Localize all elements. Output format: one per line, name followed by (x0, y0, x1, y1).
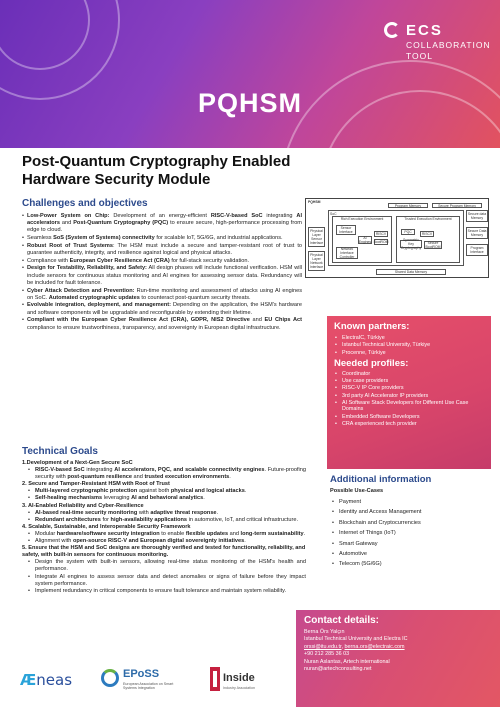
partners-ul (334, 335, 484, 356)
text-segment: Design the system with built-in sensors, allowing real-time status monitoring of the HSM's health and performance. (35, 559, 306, 573)
text-segment: post-quantum resilience (67, 474, 132, 481)
additional-heading: Additional information (330, 474, 432, 485)
goal-group-title: 1.Development of a Next-Gen Secure SoC (22, 460, 133, 466)
text-segment: Evolvable integration, deployment, and management: (27, 302, 171, 309)
text-segment: and (131, 474, 145, 481)
network-interface-layer-box: Physical Layer Network Interface (309, 253, 324, 269)
text-segment: Compliance with (27, 257, 70, 264)
goal-item (22, 495, 306, 502)
profile-item: • CRA experienced tech provider (334, 421, 484, 427)
use-case-item: • Telecom (5G/6G) (330, 559, 490, 569)
text-segment: RISC-V-based SoC (210, 213, 263, 219)
text-segment: AI-based real-time security monitoring (35, 509, 138, 516)
trusted-env-box: Trusted Execution Environment (396, 216, 460, 263)
goal-group-title: 5. Ensure that the HSM and SoC designs are thoroughly verified and tested for functionality, reliability, and safety, with built-in sensors for continuous monitoring. (22, 545, 306, 559)
aeneas-logo-text: neas (36, 671, 73, 689)
logo-line-2: COLLABORATION (406, 40, 491, 50)
challenge-item (22, 288, 302, 302)
contact-heading: Contact details: (304, 615, 380, 626)
text-segment: Redundant architectures (35, 516, 101, 523)
profile-item: • Coordinator (334, 371, 484, 377)
challenge-item (22, 302, 302, 316)
text-segment: Depending on the application, the HSM's hardware and software components will be upgradable and reconfigurable by extending their lifetime. (27, 302, 302, 316)
main-title: Post-Quantum Cryptography Enabled Hardware Security Module (22, 153, 291, 188)
text-segment: Modular (35, 530, 57, 537)
program-interface-box: Program Interface (466, 244, 488, 256)
text-segment: Design for Testability, Reliability, and Safety: (27, 265, 147, 272)
text-segment: . (203, 495, 205, 502)
challenges-list (22, 213, 302, 332)
text-segment: Implement redundancy in critical components to ensure fault tolerance and maintain system reliability. (35, 587, 287, 594)
goal-group-list (22, 559, 306, 594)
challenge-item (22, 235, 302, 242)
text-segment: . (244, 538, 246, 545)
text-segment: Alignment with (35, 538, 73, 545)
text-segment: AI and behavioral analytics (131, 495, 204, 502)
use-case-item: • Internet of Things (IoT) (330, 528, 490, 538)
text-segment: leveraging (102, 495, 132, 502)
challenges-heading: Challenges and objectives (22, 198, 148, 209)
contact-name-2: Nuran Aslantas, Artech international (304, 658, 390, 665)
rich-env-box: Rich Execution Environment (332, 216, 392, 263)
bootrom-box: BootROM (373, 240, 389, 244)
text-segment: for scalable IoT, 5G/6G, and industrial applications. (154, 235, 283, 242)
text-segment: : The HSM must include a secure and tamper-resistant root of trust to guarantee authenticity, integrity, and resilience against logical and physical attacks. (27, 242, 303, 257)
text-segment: to ensure secure, high-performance processing from edge to cloud. (27, 220, 302, 234)
sym-crypto-box: Symmetric Key Cryptography (400, 238, 422, 250)
architecture-diagram (305, 198, 489, 278)
profile-item: • AI Software Stack Developers for Different Use Case Domains (334, 400, 484, 413)
ecs-logo-icon (384, 22, 400, 38)
hero-banner (0, 0, 500, 148)
partner-item: • Procenne, Türkiye (334, 350, 484, 356)
contact-org-1: Istanbul Technical University and Electra IC (304, 636, 408, 643)
hero-title: PQHSM (197, 88, 302, 118)
use-case-item: • Smart Gateway (330, 539, 490, 549)
text-segment: and (59, 220, 74, 227)
logo-line-3: TOOL (406, 51, 433, 61)
profiles-ul (334, 371, 484, 427)
inside-name: Inside (223, 672, 255, 684)
pqc-box: PQC (401, 229, 415, 235)
goal-item (22, 517, 306, 524)
use-cases-subheading: Possible Use-Cases (330, 488, 384, 494)
goal-group-list (22, 467, 306, 481)
goal-item (22, 588, 306, 595)
text-segment: and (228, 530, 241, 537)
text-segment: hardware/software security integration (56, 530, 160, 537)
logo-line-1: ECS (406, 22, 443, 39)
text-segment: high-availability applications (110, 516, 188, 523)
goal-item (22, 510, 306, 517)
text-segment: against both (137, 488, 171, 495)
profile-item: • RISC-V IP Core providers (334, 385, 484, 391)
contact-name-1: Berna Örs Yalçın (304, 629, 345, 635)
partners-panel (327, 316, 491, 469)
eposs-icon (101, 669, 119, 687)
profiles-heading: Needed profiles: (334, 357, 409, 369)
text-segment: long-term sustainability (240, 530, 304, 537)
use-case-item: • Payment (330, 497, 490, 507)
footer-logos (0, 660, 296, 707)
text-segment: Automated cryptographic updates (48, 294, 140, 301)
goal-group-list (22, 531, 306, 545)
eposs-subtitle: European Association on Smart Systems Integration (123, 682, 174, 690)
goal-item (22, 467, 306, 481)
text-segment: Post-Quantum Cryptography (PQC) (73, 220, 169, 227)
text-segment: European Cyber Resilience Act (CRA) (69, 257, 170, 264)
text-segment: to enable (159, 530, 186, 537)
ecs-logo (384, 22, 491, 72)
network-controller-box: Network Interface Controller (336, 247, 358, 259)
riscv-box: RISCV (375, 232, 387, 236)
goal-item (22, 531, 306, 538)
text-segment: SoS (System of Systems) connectivity (53, 235, 155, 242)
challenge-item (22, 243, 302, 257)
text-segment: compliance to ensure trustworthiness, transparency, and sovereignty in European digital infrastructure. (27, 324, 281, 331)
goal-item (22, 488, 306, 495)
text-segment: . Future-proofing security with (35, 467, 307, 481)
text-segment: RISC-V-based SoC (35, 467, 85, 474)
contact-phone-1: +90 212 285 36 03 (304, 651, 350, 658)
challenge-item (22, 213, 302, 235)
text-segment: Multi-layered cryptographic protection (35, 488, 138, 495)
text-segment: with (137, 509, 151, 516)
text-segment: integrating (262, 213, 297, 219)
text-segment: physical and logical attacks (170, 488, 245, 495)
text-segment: . (216, 509, 219, 516)
text-segment: flexible updates (185, 530, 229, 537)
text-segment: Integrate AI engines to assess sensor data and detect anomalies or signs of failure before they impact system performance. (35, 573, 306, 587)
challenge-item (22, 258, 302, 265)
partner-item: • Istanbul Technical University, Türkiye (334, 342, 484, 348)
text-segment: for full-stack security validation. (169, 257, 250, 264)
email-link-1[interactable]: orssi@itu.edu.tr (304, 643, 342, 650)
text-segment: . (229, 474, 231, 481)
text-segment: . (303, 530, 306, 537)
text-segment: Low-Power System on Chip: (27, 213, 110, 219)
aeneas-logo-mark: Æ (20, 671, 37, 689)
partners-heading: Known partners: (334, 321, 410, 332)
goal-item (22, 574, 306, 588)
text-segment: open-source RISC-V and European digital sovereignty initiatives (72, 538, 245, 545)
usecases-ul (330, 497, 490, 570)
text-segment: Cyber Attack Detection and Prevention: (27, 287, 135, 294)
additional-info (330, 474, 490, 570)
inside-subtitle: Industry Association (223, 686, 255, 690)
riscv-trusted-box: RISCV (421, 232, 433, 236)
text-segment: adaptive threat response (150, 509, 217, 516)
challenges-ul (22, 213, 302, 332)
secure-data-memory-2-box: Secure Data Memory (467, 229, 487, 237)
text-segment: Self-healing mechanisms (35, 495, 103, 502)
goal-item (22, 538, 306, 545)
email-separator: , (341, 643, 345, 650)
text-segment: AI accelerators (27, 213, 302, 227)
secure-bootrom-box: Secure BootROM (425, 241, 441, 249)
aeneas-logo (20, 671, 72, 689)
text-segment: . (244, 488, 247, 495)
text-segment: Seamless (27, 235, 54, 242)
secure-program-memory-box: Secure Program Memory (432, 203, 482, 208)
use-case-item: • Blockchain and Cryptocurrencies (330, 518, 490, 528)
text-segment: and (249, 317, 265, 324)
profile-item: • 3rd party AI Accelerator IP providers (334, 393, 484, 399)
partner-item: • ElectraIC, Türkiye (334, 335, 484, 341)
shared-data-memory-box: Shared Data Memory (376, 269, 446, 275)
profile-item: • Use case providers (334, 378, 484, 384)
text-segment: All design phases will include functional verification. HSM will include sensors for continuous status monitoring and AI engines for assessing sensor data. Redundancy will be included for fault tolerance. (27, 265, 302, 286)
text-segment: to counteract post-quantum security threats. (139, 294, 251, 301)
ai-engines-box: AI Engines (358, 236, 372, 244)
contact-emails-1 (304, 644, 492, 651)
goals-list (22, 460, 306, 595)
text-segment: trusted execution environments (144, 474, 230, 481)
eposs-logo (101, 666, 187, 694)
program-memory-box: Program Memory (388, 203, 428, 208)
diagram-title: PQHSM (308, 200, 321, 204)
goal-group-title: 2. Secure and Tamper-Resistant HSM with Root of Trust (22, 481, 170, 488)
contact-email-2[interactable]: nuran@artechconsulting.net (304, 666, 372, 673)
profile-item: • Embedded Software Developers (334, 414, 484, 420)
sensor-interface-layer-box: Physical Layer Sensor Interface (309, 229, 324, 245)
goal-group-title: 4. Scalable, Sustainable, and Interoperable Security Framework (22, 523, 191, 530)
sensor-interface-box: Sensor Interface (336, 225, 356, 235)
challenge-item (22, 265, 302, 287)
inside-logo (210, 667, 280, 697)
challenge-item (22, 317, 302, 331)
goal-group-list (22, 510, 306, 524)
goal-item (22, 559, 306, 573)
text-segment: EU Chips Act (264, 317, 302, 324)
secure-data-memory-box: Secure data Memory (467, 212, 487, 220)
goal-group-title: 3. AI-Enabled Reliability and Cyber-Resilience (22, 502, 144, 509)
text-segment: in automotive, IoT, and critical infrastructure. (187, 516, 299, 523)
text-segment: Run-time monitoring and assessment of attacks using AI engines on SoC. (27, 287, 302, 301)
goal-group-list (22, 488, 306, 502)
goals-heading: Technical Goals (22, 446, 98, 457)
text-segment: AI accelerators, PQC, and scalable connectivity engines (114, 467, 265, 474)
text-segment: for (100, 516, 111, 523)
text-segment: Robust Root of Trust Systems (27, 242, 114, 249)
use-case-item: • Identity and Access Management (330, 507, 490, 517)
inside-icon-inner (213, 671, 217, 687)
contact-panel (296, 610, 500, 707)
email-link-2[interactable]: berna.ors@electraic.com (344, 643, 405, 650)
text-segment: integrating (84, 467, 115, 474)
text-segment: Development of an energy-efficient (109, 213, 211, 219)
use-case-item: • Automotive (330, 549, 490, 559)
text-segment: Compliant with the European Cyber Resilience Act (CRA), GDPR, NIS2 Directive (27, 317, 250, 324)
soc-box: SoC (328, 210, 464, 266)
eposs-name: EPoSS (123, 668, 160, 680)
